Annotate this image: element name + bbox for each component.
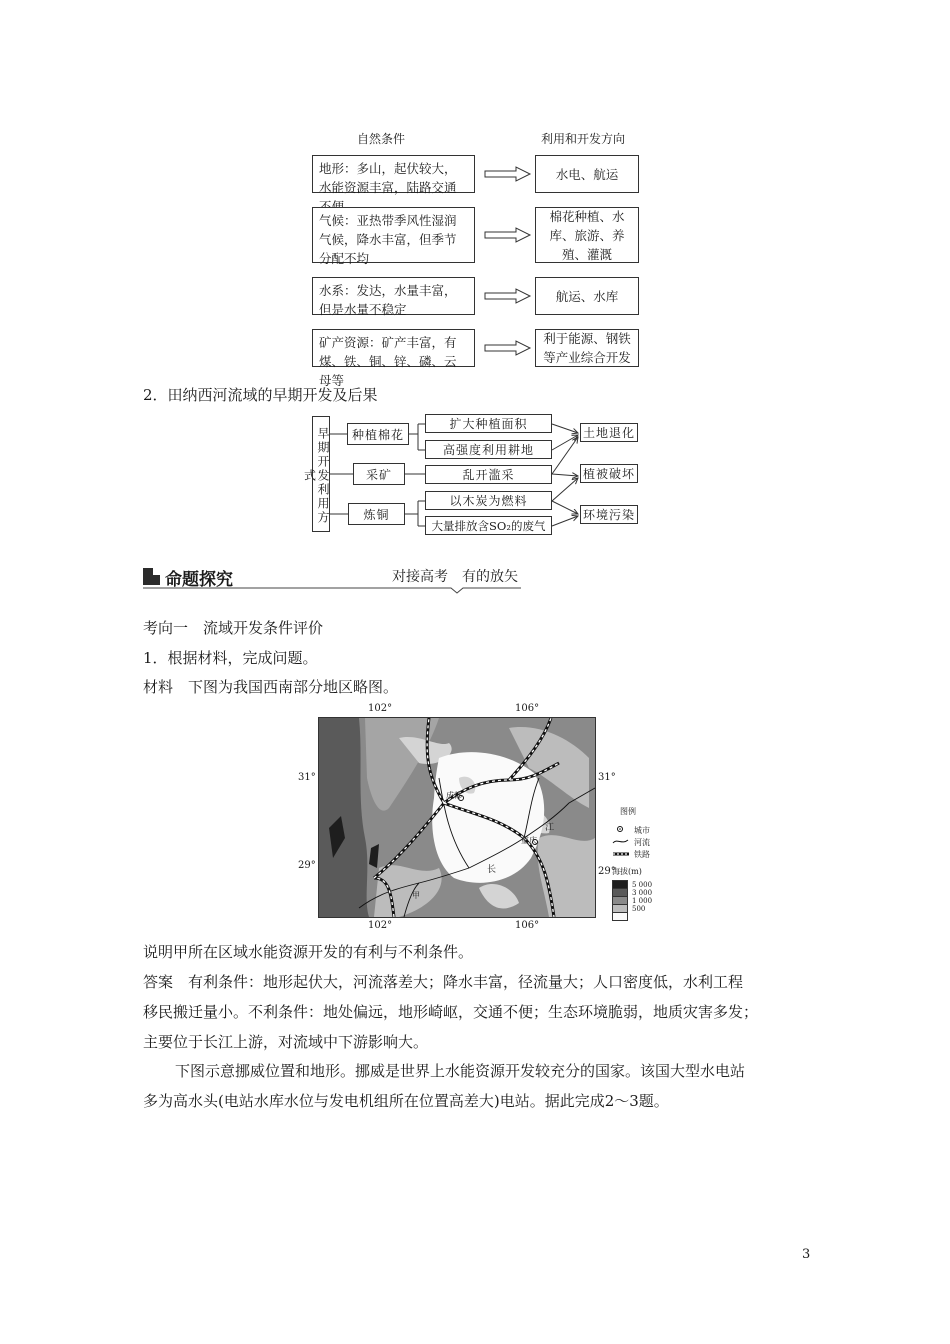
method-copper: 炼铜: [348, 503, 405, 525]
lat-label-31-left: 31°: [298, 772, 316, 783]
arrow-2: [485, 228, 530, 242]
action-intensive-use: 高强度利用耕地: [425, 440, 552, 459]
arrow-1: [485, 167, 530, 181]
arrow-3: [485, 289, 530, 303]
condition-terrain: 地形：多山，起伏较大，水能资源丰富，陆路交通: [312, 155, 475, 193]
condition-minerals: 矿产资源：矿产丰富，有煤、铁、铜、锌、磷、云母等: [312, 329, 475, 367]
elevation-swatches: [612, 880, 628, 921]
southwest-china-map: [318, 717, 596, 918]
river-icon: [613, 840, 628, 843]
arrow-4: [485, 341, 530, 355]
lat-label-29-right: 29°: [598, 866, 616, 877]
place-chang: 长: [487, 865, 497, 875]
banner-title: 命题探究: [165, 570, 233, 590]
q1-prompt: 1．根据材料，完成问题。: [143, 649, 318, 667]
place-jia: 甲: [412, 891, 420, 900]
method-cotton: 种植棉花: [347, 423, 409, 445]
direction-climate: 棉花种植、水库、旅游、养殖、灌溉: [535, 207, 639, 263]
table1-arrows: [480, 150, 536, 370]
condition-climate: 气候：亚热带季风性湿润气候，降水丰富，但季节分配不均: [312, 207, 475, 263]
section-2-title: 2．田纳西河流域的早期开发及后果: [143, 386, 378, 404]
action-expand-area: 扩大种植面积: [425, 414, 552, 433]
legend-elevation-3000: 3 000: [632, 889, 653, 897]
legend-elevation-1000: 1 000: [632, 897, 653, 905]
banner-subtitle: 对接高考 有的放矢: [392, 569, 518, 585]
flow-connectors: [330, 410, 590, 540]
legend-river: 河流: [634, 838, 650, 847]
direction-minerals: 利于能源、钢铁等产业综合开发: [535, 329, 639, 367]
place-jiang: 江: [545, 823, 555, 833]
banner-underline: [143, 586, 523, 596]
direction-water: 航运、水库: [535, 277, 639, 315]
lon-label-102-bottom: 102°: [368, 920, 393, 931]
condition-water: 水系：发达，水量丰富，但是水量不稳定: [312, 277, 475, 315]
legend-elevation-title: 海拔(m): [612, 867, 642, 876]
early-development-label: 早期开发利用方式: [312, 416, 330, 532]
intro-line-1: 下图示意挪威位置和地形。挪威是世界上水能资源开发较充分的国家。该国大型水电站: [175, 1062, 746, 1080]
lat-label-31-right: 31°: [598, 772, 616, 783]
action-overmining: 乱开滥采: [425, 465, 552, 484]
answer-line-2: 移民搬迁量小。不利条件：地处偏远，地形崎岖，交通不便；生态环境脆弱，地质灾害多发；: [143, 1003, 759, 1021]
intro-line-2: 多为高水头(电站水库水位与发电机组所在位置高差大)电站。据此完成2～3题。: [143, 1092, 669, 1110]
legend-elevation-500: 500: [632, 905, 646, 913]
lon-label-106-bottom: 106°: [515, 920, 540, 931]
header-development-direction: 利用和开发方向: [541, 132, 626, 146]
legend-elevation-5000: 5 000: [632, 881, 653, 889]
lon-label-106-top: 106°: [515, 703, 540, 714]
header-natural-conditions: 自然条件: [357, 132, 406, 146]
direction-heading: 考向一 流域开发条件评价: [143, 619, 324, 637]
banner-icon: [143, 568, 160, 585]
q1-material: 材料 下图为我国西南部分地区略图。: [143, 678, 399, 696]
result-land-degradation: 土地退化: [580, 423, 638, 442]
lon-label-102-top: 102°: [368, 703, 393, 714]
method-mining: 采矿: [353, 463, 405, 485]
legend-symbols: [612, 825, 632, 861]
result-pollution: 环境污染: [580, 505, 638, 524]
direction-terrain: 水电、航运: [535, 155, 639, 193]
legend-title: 图例: [620, 807, 636, 816]
action-charcoal: 以木炭为燃料: [425, 491, 552, 510]
answer-line-1: 答案 有利条件：地形起伏大，河流落差大；降水丰富，径流量大；人口密度低，水利工程: [143, 973, 744, 991]
place-chongqing: 重庆: [521, 836, 537, 845]
page-number: 3: [802, 1247, 811, 1262]
legend-railway: 铁路: [634, 850, 650, 859]
q1-question: 说明甲所在区域水能资源开发的有利与不利条件。: [143, 943, 474, 961]
action-so2-emission: 大量排放含SO₂的废气: [425, 516, 552, 535]
result-vegetation-damage: 植被破坏: [580, 464, 638, 483]
place-chengdu: 成都: [446, 791, 462, 800]
lat-label-29-left: 29°: [298, 860, 316, 871]
answer-line-3: 主要位于长江上游，对流域中下游影响大。: [143, 1033, 429, 1051]
legend-city: 城市: [634, 826, 650, 835]
